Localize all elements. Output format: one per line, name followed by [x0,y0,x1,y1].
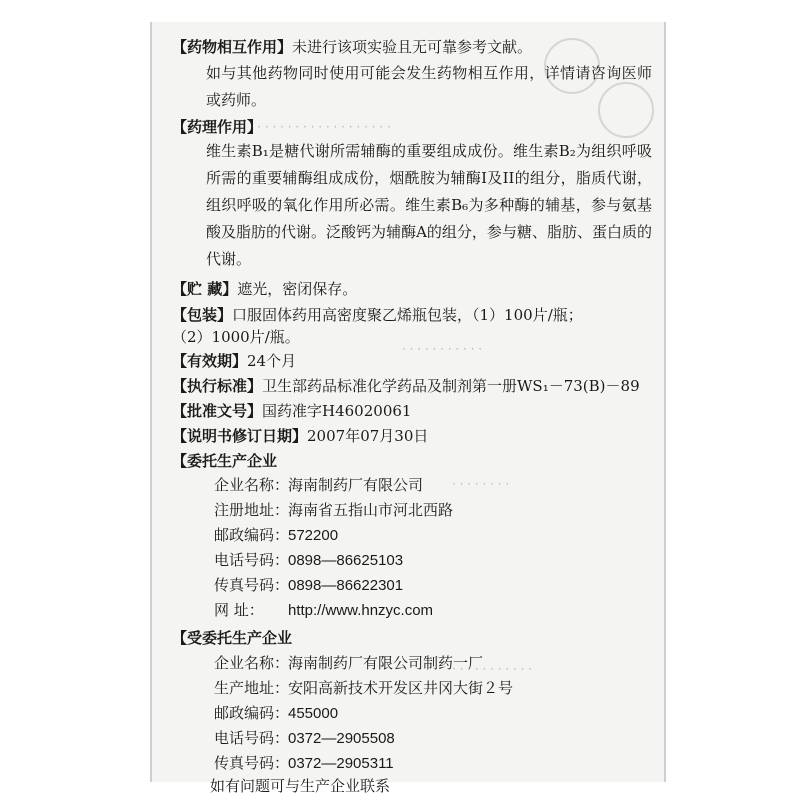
entrusted-postcode: 邮政编码：455000 [214,704,339,722]
website-link: http://www.hnzyc.com [288,602,434,619]
packaging-line [172,304,652,326]
pharmacology-text: 维生素B₁是糖代谢所需辅酶的重要组成成份。维生素B₂为组织呼吸所需的重要辅酶组成成份，烟酰胺为辅酶I及II的组分，脂质代谢，组织呼吸的氧化作用所必需。维生素B₆为多种酶的辅基，参与氨基酸及脂肪的代谢。泛酸钙为辅酶A的组分，参与糖、脂肪、蛋白质的代谢。 [206,142,652,268]
interaction-line [172,36,652,58]
leaflet-page [150,22,666,795]
entrusting-address: 注册地址：海南省五指山市河北西路 [214,501,454,519]
entrusting-postcode: 邮政编码：572200 [214,526,339,544]
validity-heading: 【有效期】 [172,352,248,370]
approval-line [172,400,652,422]
pharmacology-heading: 【药理作用】 [172,118,263,136]
bleed-through-text: · · · · · · · · · · · [402,342,483,356]
storage-line [172,278,652,300]
standard-text: 卫生部药品标准化学药品及制剂第一册WS₁－73(B)－89 [262,377,640,395]
packaging-heading: 【包装】 [172,306,233,324]
standard-line [172,375,652,397]
entrusting-company: 企业名称：海南制药厂有限公司 [214,476,424,494]
entrusting-phone: 电话号码：0898—86625103 [214,551,404,569]
entrusting-fax: 传真号码：0898—86622301 [214,576,404,594]
approval-heading: 【批准文号】 [172,402,263,420]
interaction-text: 未进行该项实验且无可靠参考文献。 [292,38,533,56]
entrusted-fax: 传真号码：0372—2905311 [214,754,394,772]
bleed-through-text: · · · · · · · · · · · [452,662,533,676]
packaging-text-cont: （2）1000片/瓶。 [172,328,300,346]
storage-text: 遮光，密闭保存。 [237,280,358,298]
entrusting-heading: 【委托生产企业 [172,452,278,470]
entrusted-company: 企业名称：海南制药厂有限公司制药一厂 [214,654,484,672]
entrusted-address: 生产地址：安阳高新技术开发区井冈大街２号 [214,679,514,697]
entrusting-website: 网 址： http://www.hnzyc.com [214,601,434,619]
validity-text: 24个月 [247,352,297,370]
bleed-through-text: · · · · · · · · [452,477,510,491]
packaging-text: 口服固体药用高密度聚乙烯瓶包装，（1）100片/瓶； [232,306,583,324]
validity-line [172,350,652,372]
revision-text: 2007年07月30日 [307,427,429,445]
entrusted-phone: 电话号码：0372—2905508 [214,729,395,747]
leaflet-content [152,22,664,795]
approval-text: 国药准字H46020061 [262,402,412,420]
storage-heading: 【贮 藏】 [172,280,238,298]
revision-heading: 【说明书修订日期】 [172,427,308,445]
bleed-through-text: · · · · · · · · · · · · · · · · · · · · [242,120,391,134]
standard-heading: 【执行标准】 [172,377,263,395]
interaction-heading: 【药物相互作用】 [172,38,293,56]
interaction-detail: 如与其他药物同时使用可能会发生药物相互作用，详情请咨询医师或药师。 [206,64,652,109]
footer-note: 如有问题可与生产企业联系 [210,777,391,795]
entrusted-heading: 【受委托生产企业 [172,629,293,647]
revision-line [172,425,652,447]
